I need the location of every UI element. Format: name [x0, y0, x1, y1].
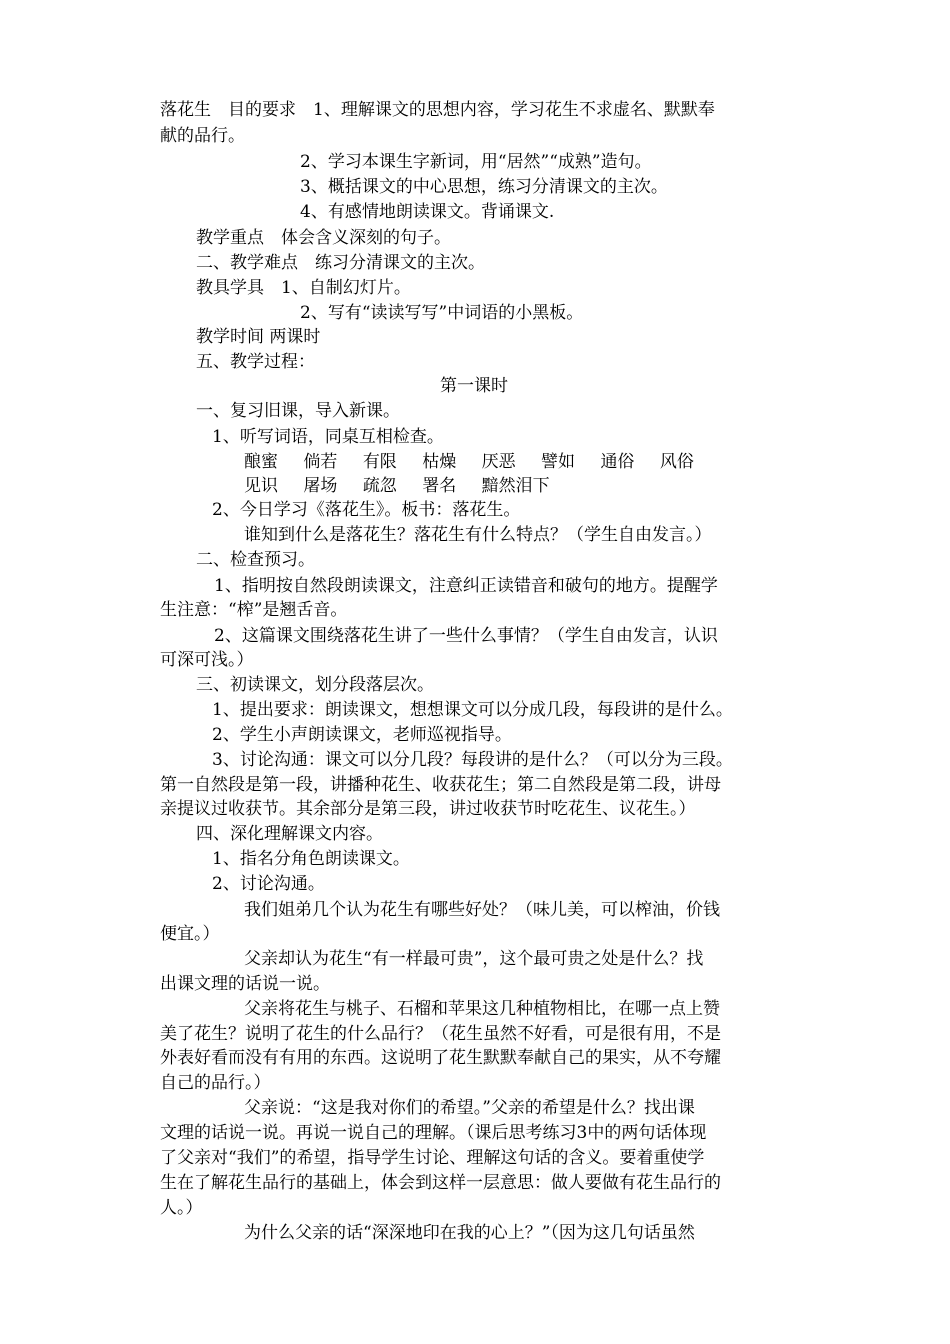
vocab-word: 见识: [244, 476, 278, 496]
text-line: 3、概括课文的中心思想，练习分清课文的主次。: [300, 177, 668, 197]
text-line: 美了花生？说明了花生的什么品行？（花生虽然不好看，可是很有用，不是: [160, 1024, 721, 1044]
vocab-word: 譬如: [541, 452, 576, 472]
text-line: 外表好看而没有有用的东西。这说明了花生默默奉献自己的果实，从不夸耀: [160, 1048, 721, 1068]
vocab-word: 通俗: [600, 452, 635, 472]
text-line: 生在了解花生品行的基础上，体会到这样一层意思：做人要做有花生品行的: [160, 1173, 721, 1193]
text-line: 献的品行。: [160, 126, 245, 146]
text-line: 1、提出要求：朗读课文，想想课文可以分成几段，每段讲的是什么。: [212, 700, 733, 720]
text-line: 我们姐弟几个认为花生有哪些好处？（味儿美，可以榨油，价钱: [244, 900, 720, 920]
text-line: 2、学生小声朗读课文，老师巡视指导。: [212, 725, 512, 745]
vocabulary-row-2: [244, 474, 570, 498]
text-line: 1、指明按自然段朗读课文，注意纠正读错音和破句的地方。提醒学: [214, 576, 718, 596]
text-line: 父亲说：“这是我对你们的希望。”父亲的希望是什么？找出课: [244, 1098, 695, 1118]
text-line: 三、初读课文，划分段落层次。: [196, 675, 434, 695]
vocab-word: 倘若: [303, 452, 338, 472]
vocab-word: 有限: [362, 452, 397, 472]
text-line: 第一自然段是第一段，讲播种花生、收获花生；第二自然段是第二段，讲母: [160, 775, 721, 795]
text-line: 人。）: [160, 1198, 203, 1218]
text-line: 2、今日学习《落花生》。板书：落花生。: [212, 500, 521, 520]
vocab-word: 枯燥: [422, 452, 457, 472]
text-line: 教具学具 1、自制幻灯片。: [196, 278, 411, 298]
text-line: 亲提议过收获节。其余部分是第三段，讲过收获节时吃花生、议花生。）: [160, 799, 696, 819]
text-line: 4、有感情地朗读课文。背诵课文.: [300, 202, 555, 222]
text-line: 可深可浅。）: [160, 650, 254, 670]
text-line: 一、复习旧课，导入新课。: [196, 401, 400, 421]
text-line: 1、指名分角色朗读课文。: [212, 849, 410, 869]
text-line: 四、深化理解课文内容。: [196, 824, 383, 844]
text-line: 出课文理的话说一说。: [160, 974, 330, 994]
text-line: 教学时间 两课时: [196, 327, 321, 347]
vocabulary-row-1: [244, 450, 714, 474]
text-line: 1、听写词语，同桌互相检查。: [212, 427, 444, 447]
text-line: 生注意：“榨”是翘舌音。: [160, 600, 348, 620]
text-line: 父亲将花生与桃子、石榴和苹果这几种植物相比，在哪一点上赞: [244, 999, 720, 1019]
text-line: 谁知到什么是落花生？落花生有什么特点？（学生自由发言。）: [244, 525, 712, 545]
text-line: 了父亲对“我们”的希望，指导学生讨论、理解这句话的含义。要着重使学: [160, 1148, 705, 1168]
vocab-word: 疏忽: [362, 476, 397, 496]
text-line: 便宜。）: [160, 924, 220, 944]
text-line: 二、教学难点 练习分清课文的主次。: [196, 253, 485, 273]
text-line: 2、写有“读读写写”中词语的小黑板。: [300, 303, 584, 323]
text-line: 五、教学过程：: [196, 352, 315, 372]
text-line: 2、讨论沟通。: [212, 874, 325, 894]
text-line: 父亲却认为花生“有一样最可贵”，这个最可贵之处是什么？找: [244, 949, 704, 969]
vocab-word: 风俗: [659, 452, 694, 472]
vocab-word: 酿蜜: [244, 452, 278, 472]
vocab-word: 署名: [422, 476, 457, 496]
text-line: 二、检查预习。: [196, 550, 315, 570]
text-line: 自己的品行。）: [160, 1073, 271, 1093]
vocab-word: 黯然泪下: [481, 476, 550, 496]
text-line: 文理的话说一说。再说一说自己的理解。（课后思考练习3中的两句话体现: [160, 1123, 707, 1143]
text-line: 2、学习本课生字新词，用“居然”“成熟”造句。: [300, 152, 652, 172]
text-line: 2、这篇课文围绕落花生讲了一些什么事情？（学生自由发言，认识: [214, 626, 718, 646]
text-line: 3、讨论沟通：课文可以分几段？每段讲的是什么？（可以分为三段。: [212, 750, 733, 770]
section-heading: 第一课时: [440, 376, 508, 396]
vocab-word: 屠场: [303, 476, 338, 496]
text-line: 为什么父亲的话“深深地印在我的心上？”（因为这几句话虽然: [244, 1223, 695, 1243]
text-line: 教学重点 体会含义深刻的句子。: [196, 228, 451, 248]
text-line: 落花生 目的要求 1、理解课文的思想内容，学习花生不求虚名、默默奉: [160, 100, 715, 120]
vocab-word: 厌恶: [481, 452, 516, 472]
